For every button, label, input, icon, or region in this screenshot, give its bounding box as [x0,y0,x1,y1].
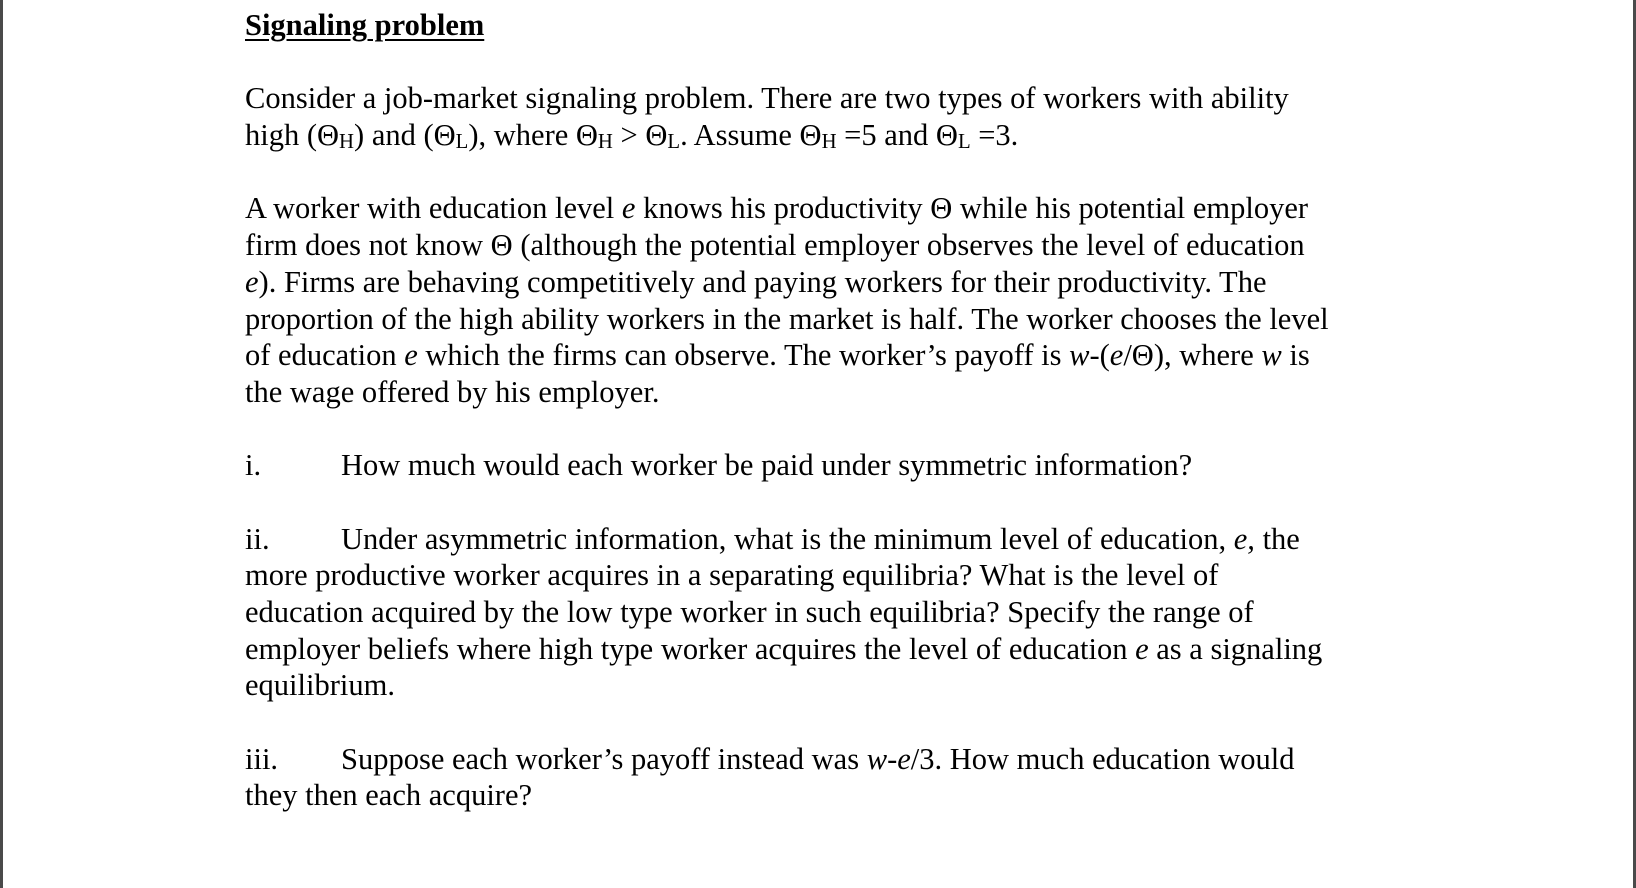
text-segment: the [1254,521,1300,556]
text-segment: > Θ [612,118,668,153]
subscript: L [667,131,681,154]
text-segment: firm does not know Θ (although the potential employer observes the level of education [245,228,1305,263]
text-line [245,374,1329,411]
text-segment: -( [1089,338,1110,373]
text-line [245,631,1329,668]
italic-text: e [1135,631,1149,666]
blank-line [245,484,1329,521]
text-segment: ), where Θ [468,118,598,153]
text-segment: =3. [970,118,1019,153]
text-line [245,594,1329,631]
italic-text: w [866,741,888,776]
text-segment: the wage offered by his employer. [245,374,660,409]
question-i [245,447,1329,520]
subscript: H [339,131,355,154]
text-line [245,337,1329,374]
text-segment: ) and (Θ [354,118,456,153]
italic-text: w [1261,338,1282,373]
subscript: L [455,131,469,154]
italic-text: e [404,338,418,373]
text-segment: high (Θ [245,118,340,153]
text-segment: employer beliefs where high type worker acquires the level of education [245,631,1136,666]
text-segment: /Θ), where [1123,338,1262,373]
text-line [245,117,1329,154]
text-segment: How much would each worker be paid under symmetric information? [341,448,1193,483]
paragraphs [245,80,1329,814]
text-line [245,190,1329,227]
italic-text: e [621,191,636,226]
text-segment: Under asymmetric information, what is the minimum level of education, [341,521,1234,556]
text-line [245,521,1329,558]
blank-line [245,154,1329,191]
italic-text: e [897,741,911,776]
italic-text: e [245,264,259,299]
question-iii [245,741,1329,814]
text-segment: of education [245,338,405,373]
text-segment: education acquired by the low type worker in such equilibria? Specify the range of [245,595,1254,629]
text-line [245,447,1329,484]
subscript: H [821,131,837,154]
blank-line [245,411,1329,448]
text-line [245,741,1329,778]
text-line [245,264,1329,301]
subscript: H [597,131,613,154]
paragraph [245,80,1329,190]
question-number: ii. [245,521,270,556]
text-line [245,667,1329,704]
text-segment: A worker with education level [245,191,622,226]
text-segment: knows his productivity Θ while his potential employer [635,191,1309,226]
text-segment: which the firms can observe. The worker’s payoff is [417,338,1070,373]
text-segment: as a signaling [1148,631,1323,666]
italic-text: w [1069,338,1090,373]
text-segment: /3. How much education would [910,741,1295,776]
text-line [245,80,1329,117]
text-line [245,777,1329,814]
text-segment: Suppose each worker’s payoff instead was [341,741,867,776]
question-number: iii. [245,741,279,776]
question-ii [245,521,1329,741]
blank-line [245,44,1329,81]
text-line [245,557,1329,594]
text-segment: . Assume Θ [680,118,822,153]
blank-line [245,704,1329,741]
text-segment: more productive worker acquires in a separating equilibria? What is the level of [245,558,1219,593]
text-line [245,227,1329,264]
text-segment: ). Firms are behaving competitively and paying workers for their productivity. The [258,264,1267,299]
question-number: i. [245,448,262,483]
text-segment: Consider a job-market signaling problem. There are two types of workers with ability [245,81,1289,116]
italic-text: e, [1233,521,1255,556]
italic-text: e [1109,338,1124,373]
document-title: Signaling problem [245,8,485,42]
text-line [245,301,1329,338]
text-segment: proportion of the high ability workers in the market is half. The worker chooses the level [245,301,1329,336]
text-segment: =5 and Θ [836,118,958,153]
document-body [245,7,1329,814]
text-segment: equilibrium. [245,668,395,703]
subscript: L [957,131,971,154]
text-segment: is [1281,338,1310,373]
text-segment: they then each acquire? [245,778,533,813]
paragraph [245,190,1329,447]
text-segment: - [887,741,898,776]
